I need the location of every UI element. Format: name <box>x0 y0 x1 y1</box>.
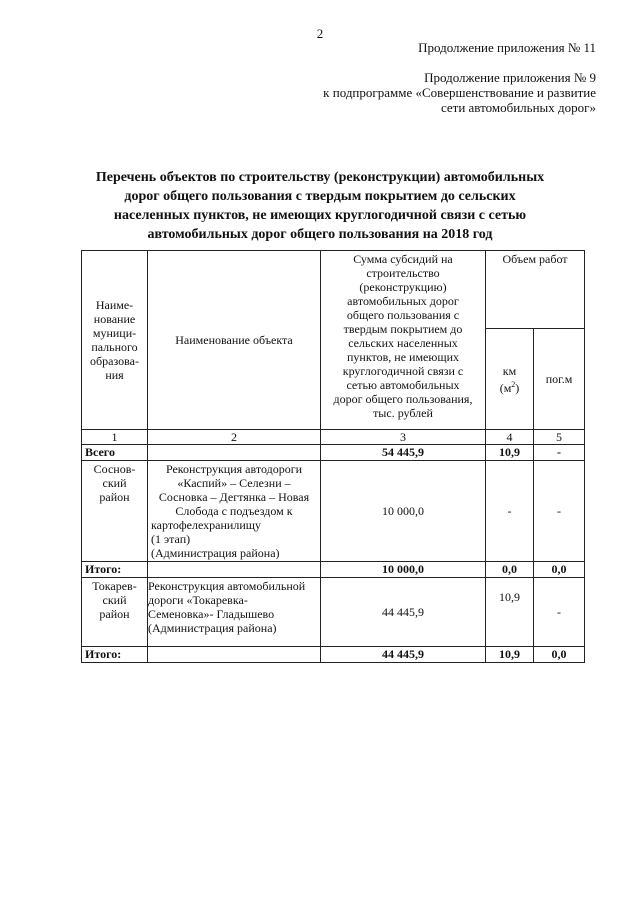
km-cell: 10,9 <box>486 578 534 647</box>
header-subsidy-sum: Сумма субсидий на строительство (реконструкцию) автомобильных дорог общего пользования с твердым покрытием до сельских населенных пунктов, не имеющих круглогодичной связи с сетью автомобильных дорог общего пользования, тыс. рублей <box>321 251 486 430</box>
document-title <box>40 168 600 244</box>
table-row <box>82 578 585 647</box>
subtotal-km: 10,9 <box>486 647 534 663</box>
m-cell: - <box>534 461 585 562</box>
table-header-row <box>82 251 585 329</box>
page-number: 2 <box>316 26 324 41</box>
subtotal-row <box>82 562 585 578</box>
subtotal-km: 0,0 <box>486 562 534 578</box>
subtotal-m: 0,0 <box>534 562 585 578</box>
table-row <box>82 461 585 562</box>
column-number: 3 <box>321 430 486 445</box>
object-cell: Реконструкция автодороги «Каспий» – Селезни – Сосновка – Дегтянка – Новая Слобода с подъездом к картофелехранилищу (1 этап) (Администрация района) <box>148 461 321 562</box>
sum-cell: 10 000,0 <box>321 461 486 562</box>
header-work-volume: Объем работ <box>486 251 585 329</box>
subtotal-m: 0,0 <box>534 647 585 663</box>
total-m: - <box>534 445 585 461</box>
sum-cell: 44 445,9 <box>321 578 486 647</box>
total-sum: 54 445,9 <box>321 445 486 461</box>
header-object-name: Наименование объекта <box>148 251 321 430</box>
subtotal-label: Итого: <box>82 647 148 663</box>
subtotal-sum: 44 445,9 <box>321 647 486 663</box>
appendix-9-line1: Продолжение приложения № 9 <box>424 70 596 85</box>
appendix-9-continuation <box>323 70 596 115</box>
title-line: населенных пунктов, не имеющих круглогодичной связи с сетью <box>113 208 527 223</box>
appendix-11-continuation: Продолжение приложения № 11 <box>418 40 596 55</box>
m-cell: - <box>534 578 585 647</box>
appendix-9-line2: к подпрограмме «Совершенствование и развитие <box>323 85 596 100</box>
objects-table <box>81 250 585 663</box>
subtotal-row <box>82 647 585 663</box>
subtotal-sum: 10 000,0 <box>321 562 486 578</box>
km-cell: - <box>486 461 534 562</box>
column-numbers-row <box>82 430 585 445</box>
column-number: 4 <box>486 430 534 445</box>
header-municipality: Наиме- нование муници- пального образова- ния <box>82 251 148 430</box>
title-line: автомобильных дорог общего пользования на 2018 год <box>147 227 493 242</box>
district-cell: Соснов- ский район <box>82 461 148 562</box>
subtotal-label: Итого: <box>82 562 148 578</box>
header-running-meters: пог.м <box>534 329 585 430</box>
column-number: 1 <box>82 430 148 445</box>
title-line: Перечень объектов по строительству (реконструкции) автомобильных <box>95 170 545 185</box>
district-cell: Токарев- ский район <box>82 578 148 647</box>
column-number: 5 <box>534 430 585 445</box>
column-number: 2 <box>148 430 321 445</box>
grand-total-row <box>82 445 585 461</box>
total-km: 10,9 <box>486 445 534 461</box>
total-label: Всего <box>82 445 148 461</box>
appendix-9-line3: сети автомобильных дорог» <box>440 100 596 115</box>
object-cell: Реконструкция автомобильной дороги «Токаревка- Семеновка»- Гладышево (Администрация района) <box>148 578 321 647</box>
title-line: дорог общего пользования с твердым покрытием до сельских <box>124 189 516 204</box>
header-km: км $(м^2)$ <box>486 329 534 430</box>
